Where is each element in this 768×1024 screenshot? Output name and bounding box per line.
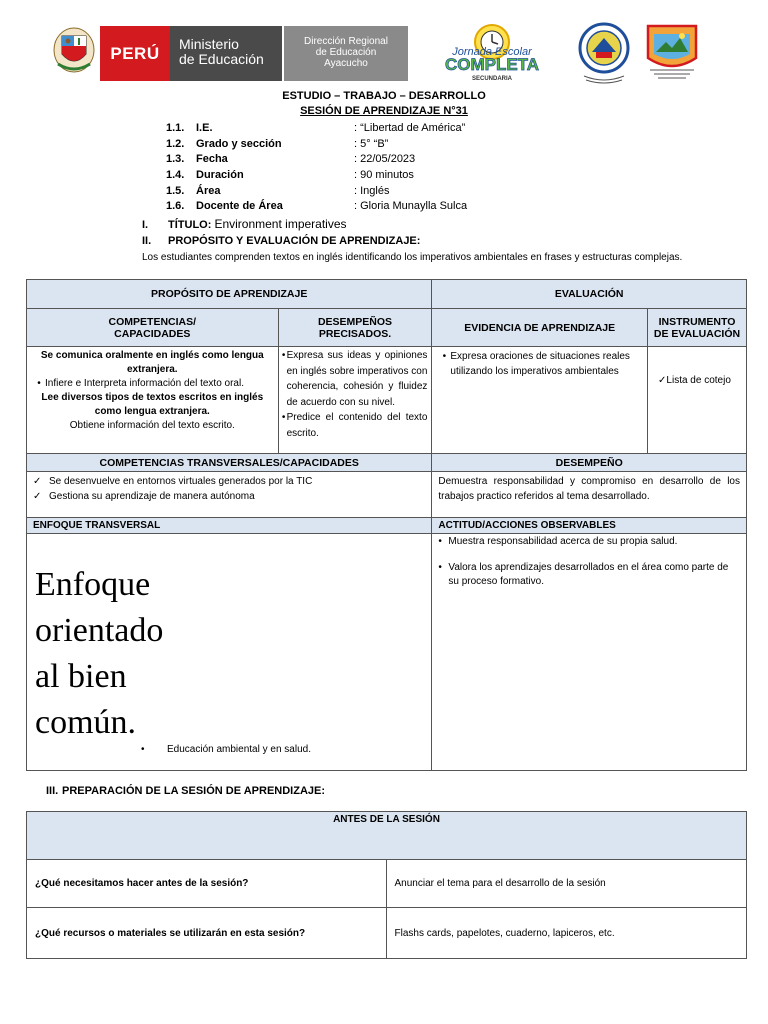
transversales-cell — [27, 472, 432, 518]
competence-2-title: Lee diversos tipos de textos escritos en inglés como lengua extranjera. — [41, 392, 264, 417]
actitud-1-text: Muestra responsabilidad acerca de su propia salud. — [448, 536, 678, 547]
dre-line-2: de Educación — [315, 47, 377, 58]
info-label: Duración — [196, 168, 244, 181]
instrument-text: Lista de cotejo — [666, 375, 731, 386]
info-value: : 90 minutos — [354, 168, 414, 181]
info-label: Docente de Área — [196, 200, 283, 213]
session-title: SESIÓN DE APRENDIZAJE N°31 — [300, 105, 468, 117]
ministry-line-1: Ministerio — [179, 36, 239, 52]
peru-logo: PERÚ — [100, 26, 170, 81]
header-antes-sesion: ANTES DE LA SESIÓN — [27, 812, 747, 860]
enfoque-cell — [27, 534, 432, 771]
desempeno-trans-text: Demuestra responsabilidad y compromiso en desarrollo de los trabajos practico referidos al tema desarrollado. — [432, 472, 747, 518]
enfoque-title — [27, 562, 431, 746]
evidence-item — [438, 349, 641, 379]
header-logo-bar — [0, 10, 768, 80]
header-evaluacion: EVALUACIÓN — [432, 280, 747, 309]
section-number: I. — [142, 219, 149, 231]
performance-1 — [281, 348, 428, 410]
section-preparation-line — [46, 785, 325, 797]
section-number: III. — [46, 785, 59, 797]
transversal-1-text: Se desenvuelve en entornos virtuales generados por la TIC — [49, 476, 313, 487]
info-value: : “Libertad de América” — [354, 121, 466, 134]
info-value: : 5° “B” — [354, 137, 389, 150]
header-desempenos: DESEMPEÑOS PRECISADOS. — [278, 309, 432, 347]
dre-line-1: Dirección Regional — [304, 36, 388, 47]
info-label: Área — [196, 184, 221, 197]
info-row-ie — [166, 120, 614, 136]
bullet-icon: • — [281, 412, 286, 423]
peru-coat-of-arms-icon — [52, 24, 96, 74]
prep-answer-1: Anunciar el tema para el desarrollo de la sesión — [386, 860, 747, 908]
evidence-text: Expresa oraciones de situaciones reales utilizando los imperativos ambientales — [450, 351, 630, 377]
enfoque-item-text: Educación ambiental y en salud. — [167, 744, 311, 755]
actitud-2 — [438, 561, 740, 589]
evidencia-cell — [432, 347, 648, 454]
checkmark-icon: ✓ — [658, 375, 667, 386]
jec-line-1: Jornada Escolar — [452, 46, 532, 58]
institution-emblem-icon — [642, 22, 702, 84]
info-label: I.E. — [196, 121, 213, 134]
school-seal-icon — [576, 22, 632, 86]
section-number: II. — [142, 235, 152, 247]
header-instrumento: INSTRUMENTO DE EVALUACIÓN — [648, 309, 747, 347]
bullet-icon: • — [281, 350, 286, 361]
header-actitud: ACTITUD/ACCIONES OBSERVABLES — [432, 518, 747, 534]
ministry-line-2: de Educación — [179, 51, 264, 67]
transversal-2 — [33, 489, 425, 504]
capacity-2-text: Obtiene información del texto escrito. — [69, 420, 235, 431]
learning-purpose-table — [26, 279, 747, 771]
jornada-escolar-completa-logo-icon — [422, 22, 562, 82]
header-desempeno: DESEMPEÑO — [432, 454, 747, 472]
enfoque-title-line: al bien — [35, 658, 127, 695]
instrumento-cell — [648, 347, 747, 454]
bullet-icon: • — [442, 351, 447, 362]
info-row-docente — [166, 198, 614, 214]
section-label: PROPÓSITO Y EVALUACIÓN DE APRENDIZAJE: — [168, 235, 421, 247]
performance-1-text: Expresa sus ideas y opiniones en inglés sobre imperativos con coherencia, cohesión y fluidez de acuerdo con su nivel. — [286, 350, 428, 408]
general-info-list — [166, 120, 614, 214]
info-num: 1.2. — [166, 137, 185, 150]
transversal-2-text: Gestiona su aprendizaje de manera autónoma — [49, 491, 255, 502]
enfoque-title-line: orientado — [35, 612, 164, 649]
bullet-icon: • — [37, 378, 41, 389]
dre-line-3: Ayacucho — [324, 58, 368, 69]
competencias-cell — [27, 347, 279, 454]
jec-line-3: SECUNDARIA — [471, 76, 513, 82]
section-title-line — [142, 217, 347, 231]
bullet-icon: • — [141, 744, 145, 755]
capacity-1-text: Infiere e Interpreta información del texto oral. — [45, 378, 244, 389]
info-num: 1.6. — [166, 200, 185, 213]
info-label: Grado y sección — [196, 137, 282, 150]
capacity-1 — [33, 377, 272, 391]
preparation-table — [26, 811, 747, 959]
prep-answer-2: Flashs cards, papelotes, cuaderno, lapiceros, etc. — [386, 908, 747, 959]
performance-2 — [281, 410, 428, 441]
header-proposito: PROPÓSITO DE APRENDIZAJE — [27, 280, 432, 309]
jec-line-2: COMPLETA — [444, 55, 540, 74]
enfoque-title-line: Enfoque — [35, 566, 151, 603]
header-transversales: COMPETENCIAS TRANSVERSALES/CAPACIDADES — [27, 454, 432, 472]
competence-1-title: Se comunica oralmente en inglés como lengua extranjera. — [40, 350, 264, 375]
info-value: : Gloria Munaylla Sulca — [354, 200, 468, 213]
dre-logo — [284, 26, 408, 81]
actitud-cell — [432, 534, 747, 771]
actitud-2-text: Valora los aprendizajes desarrollados en el área como parte de su proceso formativo. — [448, 562, 729, 587]
bullet-icon: • — [438, 562, 442, 573]
section-label: PREPARACIÓN DE LA SESIÓN DE APRENDIZAJE: — [62, 785, 326, 797]
header-enfoque: ENFOQUE TRANSVERSAL — [27, 518, 432, 534]
section-purpose-line — [142, 235, 420, 247]
info-num: 1.3. — [166, 153, 185, 166]
performance-2-text: Predice el contenido del texto escrito. — [286, 412, 428, 439]
enfoque-title-line: común. — [35, 704, 137, 741]
desempenos-cell — [278, 347, 432, 454]
info-row-grado — [166, 136, 614, 152]
prep-question-1: ¿Qué necesitamos hacer antes de la sesión? — [27, 860, 387, 908]
info-row-fecha — [166, 151, 614, 167]
info-value: : 22/05/2023 — [354, 153, 416, 166]
info-label: Fecha — [196, 153, 228, 166]
checkmark-icon: ✓ — [33, 476, 42, 487]
document-heading: ESTUDIO – TRABAJO – DESARROLLO — [282, 90, 486, 102]
section-label: TÍTULO: — [168, 219, 212, 231]
transversal-1 — [33, 474, 425, 489]
info-num: 1.1. — [166, 121, 185, 134]
info-row-duracion — [166, 167, 614, 183]
header-competencias: COMPETENCIAS/ CAPACIDADES — [27, 309, 279, 347]
actitud-1 — [438, 535, 740, 549]
session-topic: Environment imperatives — [214, 217, 347, 231]
purpose-text: Los estudiantes comprenden textos en inglés identificando los imperativos ambientales en frases y estructuras complejas. — [142, 252, 683, 263]
bullet-icon: • — [438, 536, 442, 547]
info-num: 1.4. — [166, 168, 185, 181]
prep-question-2: ¿Qué recursos o materiales se utilizarán en esta sesión? — [27, 908, 387, 959]
info-num: 1.5. — [166, 184, 185, 197]
checkmark-icon: ✓ — [33, 491, 42, 502]
info-value: : Inglés — [354, 184, 390, 197]
ministry-logo — [170, 26, 282, 81]
header-evidencia: EVIDENCIA DE APRENDIZAJE — [432, 309, 648, 347]
info-row-area — [166, 183, 614, 199]
